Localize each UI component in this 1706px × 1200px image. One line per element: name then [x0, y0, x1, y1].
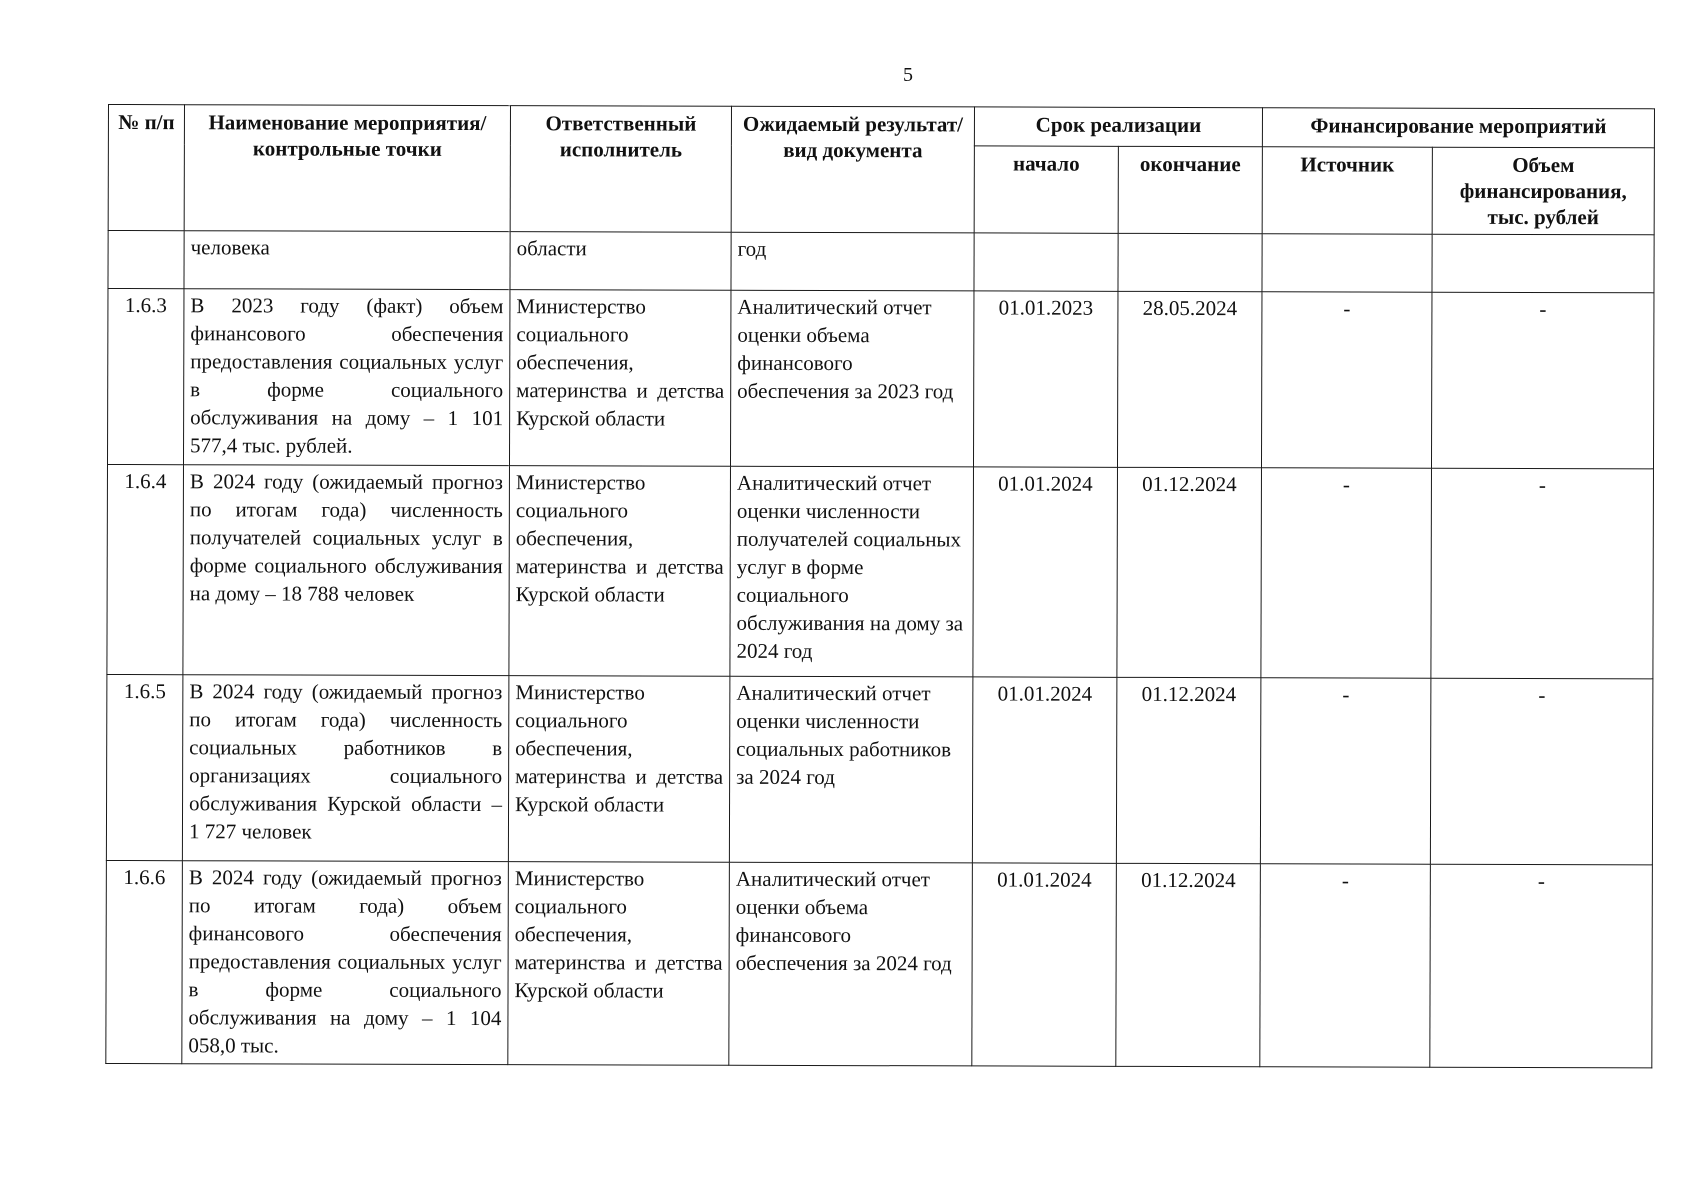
table-row	[107, 289, 1653, 469]
row-amount: -	[1431, 468, 1654, 679]
row-start: 01.01.2024	[972, 677, 1117, 863]
row-result: Аналитический отчет оценки численности получателей социальных услуг в форме социального обслуживания на дому за 2024 год	[730, 466, 974, 677]
cont-start	[974, 233, 1118, 291]
header-amount: Объем финансирования, тыс. рублей	[1432, 147, 1654, 235]
header-num: № п/п	[108, 105, 184, 231]
row-name: В 2023 году (факт) объем финансового обеспечения предоставления социальных услуг в форме социального обслуживания на дому – 1 101 577,4 тыс. рублей.	[183, 289, 509, 466]
row-result: Аналитический отчет оценки объема финансового обеспечения за 2024 год	[729, 862, 973, 1066]
header-result: Ожидаемый результат/вид документа	[731, 106, 974, 233]
header-period-end: окончание	[1118, 146, 1262, 233]
activities-table	[105, 104, 1655, 1068]
header-executor: Ответственный исполнитель	[510, 106, 731, 233]
table-row	[107, 465, 1654, 679]
row-end: 28.05.2024	[1117, 291, 1261, 467]
row-start: 01.01.2024	[972, 863, 1117, 1066]
header-source: Источник	[1262, 147, 1432, 234]
row-amount: -	[1430, 678, 1653, 865]
cont-num	[108, 231, 184, 289]
table-row	[106, 674, 1653, 864]
row-executor: Министерство социального обеспечения, материнства и детства Курской области	[509, 466, 731, 677]
row-amount: -	[1431, 292, 1653, 469]
row-name: В 2024 году (ожидаемый прогноз по итогам года) численность получателей социальных услуг в форме социального обслуживания на дому – 18 788 человек	[183, 465, 510, 676]
row-num: 1.6.4	[107, 465, 184, 675]
row-result: Аналитический отчет оценки объема финансового обеспечения за 2023 год	[730, 290, 973, 467]
header-name: Наименование мероприятия/контрольные точки	[184, 105, 510, 232]
cont-executor: области	[510, 232, 731, 291]
header-period-start: начало	[974, 146, 1118, 233]
row-amount: -	[1430, 864, 1653, 1068]
page-number: 5	[903, 64, 913, 86]
row-num: 1.6.3	[107, 289, 183, 465]
cont-result: год	[731, 232, 974, 291]
continuation-row	[108, 231, 1654, 293]
row-source: -	[1261, 468, 1432, 678]
row-name: В 2024 году (ожидаемый прогноз по итогам года) численность социальных работников в организациях социального обслуживания Курской области – 1 727 человек	[182, 675, 509, 862]
cont-source	[1262, 234, 1432, 292]
row-end: 01.12.2024	[1116, 677, 1261, 863]
table-row	[106, 860, 1653, 1067]
row-result: Аналитический отчет оценки численности социальных работников за 2024 год	[729, 676, 973, 863]
row-start: 01.01.2024	[973, 467, 1118, 677]
row-end: 01.12.2024	[1116, 863, 1261, 1066]
header-period: Срок реализации	[974, 107, 1262, 147]
row-executor: Министерство социального обеспечения, материнства и детства Курской области	[509, 290, 730, 467]
header-financing: Финансирование мероприятий	[1262, 108, 1654, 148]
row-end: 01.12.2024	[1117, 467, 1262, 677]
row-source: -	[1261, 292, 1431, 468]
row-num: 1.6.5	[106, 674, 183, 860]
row-source: -	[1260, 864, 1431, 1067]
cont-amount	[1432, 234, 1654, 293]
row-executor: Министерство социального обеспечения, материнства и детства Курской области	[508, 862, 730, 1066]
cont-end	[1118, 233, 1262, 291]
row-name: В 2024 году (ожидаемый прогноз по итогам года) объем финансового обеспечения предоставления социальных услуг в форме социального обслуживания на дому – 1 104 058,0 тыс.	[182, 861, 509, 1065]
row-executor: Министерство социального обеспечения, материнства и детства Курской области	[508, 676, 730, 863]
row-start: 01.01.2023	[973, 291, 1117, 467]
row-source: -	[1260, 678, 1431, 864]
row-num: 1.6.6	[106, 860, 183, 1063]
cont-name: человека	[184, 231, 510, 290]
